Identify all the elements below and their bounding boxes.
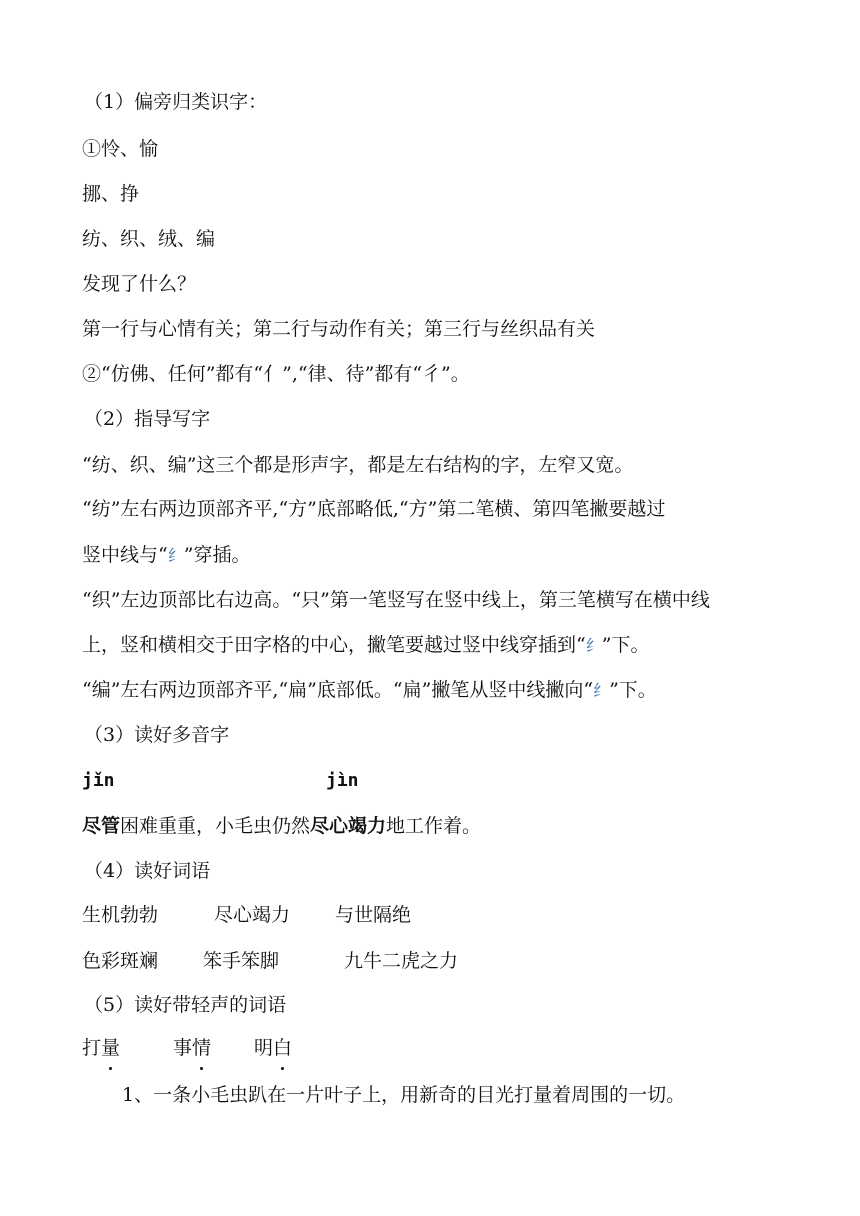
word-jinxinjieli: 尽心竭力 [310,815,387,837]
guide-fang-text-a: 竖中线与“ [82,544,168,566]
radical-group-1: ①怜、愉 [82,138,159,160]
guide-zhi-text-a: 上，竖和横相交于田字格的中心，撇笔要越过竖中线穿插到“ [82,634,586,656]
guide-zhi-line-2 [82,629,649,661]
writing-guide-intro: “纺、织、编”这三个都是形声字，都是左右结构的字，左窄又宽。 [82,454,634,476]
char: 事 [173,1037,193,1059]
guide-fang-line-1: “纺”左右两边顶部齐平,“方”底部略低,“方”第二笔横、第四笔撇要越过 [82,498,666,520]
section-2-heading: （2）指导写字 [84,408,211,430]
guide-bian-text-b: ”下。 [609,679,657,701]
word-item: 九牛二虎之力 [344,950,459,972]
example-sentence-1: 1、一条小毛虫趴在一片叶子上，用新奇的目光打量着周围的一切。 [122,1084,686,1106]
section-5-heading: （5）读好带轻声的词语 [84,994,287,1016]
guide-fang-text-b: ”穿插。 [183,544,251,566]
radical-group-3: 纺、织、绒、编 [82,228,216,250]
question-text: 发现了什么？ [82,273,197,295]
word-item: 色彩斑斓 [82,950,159,972]
char: 打 [82,1037,102,1059]
word-row-2 [82,945,582,977]
word-item: 尽心竭力 [214,904,291,926]
guide-fang-line-2 [82,539,250,571]
char: 明 [254,1037,274,1059]
word-jinguan: 尽管 [82,815,121,837]
guide-bian-line [82,674,657,706]
section-1-heading: （1）偏旁归类识字： [84,91,268,113]
word-shiqing [173,1032,211,1064]
neutral-char: 白 [273,1032,292,1064]
word-item: 笨手笨脚 [203,950,280,972]
answer-text: 第一行与心情有关；第二行与动作有关；第三行与丝织品有关 [82,318,596,340]
note-radicals: ②“仿佛、任何”都有“亻”,“律、待”都有“彳”。 [82,363,470,385]
neutral-tone-words [82,1032,382,1064]
section-4-heading: （4）读好词语 [84,860,211,882]
word-row-1 [82,899,582,931]
silk-radical: 纟 [593,681,610,700]
polyphone-sentence [82,810,481,842]
silk-radical: 纟 [167,546,184,565]
word-mingbai [254,1032,292,1064]
sentence-part-1: 困难重重，小毛虫仍然 [120,815,311,837]
word-item: 与世隔绝 [335,904,412,926]
word-item: 生机勃勃 [82,904,159,926]
silk-radical: 纟 [585,636,602,655]
guide-zhi-text-b: ”下。 [601,634,650,656]
pinyin-jin4: jìn [326,770,359,791]
word-daliang [82,1032,120,1064]
section-3-heading: （3）读好多音字 [84,724,230,746]
radical-group-2: 挪、挣 [82,183,140,205]
sentence-part-2: 地工作着。 [386,815,482,837]
guide-bian-text-a: “编”左右两边顶部齐平,“扁”底部低。“扁”撇笔从竖中线撇向“ [82,679,594,701]
neutral-char: 情 [192,1032,211,1064]
guide-zhi-line-1: “织”左边顶部比右边高。“只”第一笔竖写在竖中线上，第三笔横写在横中线 [82,589,710,611]
pinyin-jin3: jǐn [82,770,115,791]
neutral-char: 量 [101,1032,120,1064]
pinyin-row [82,765,482,797]
